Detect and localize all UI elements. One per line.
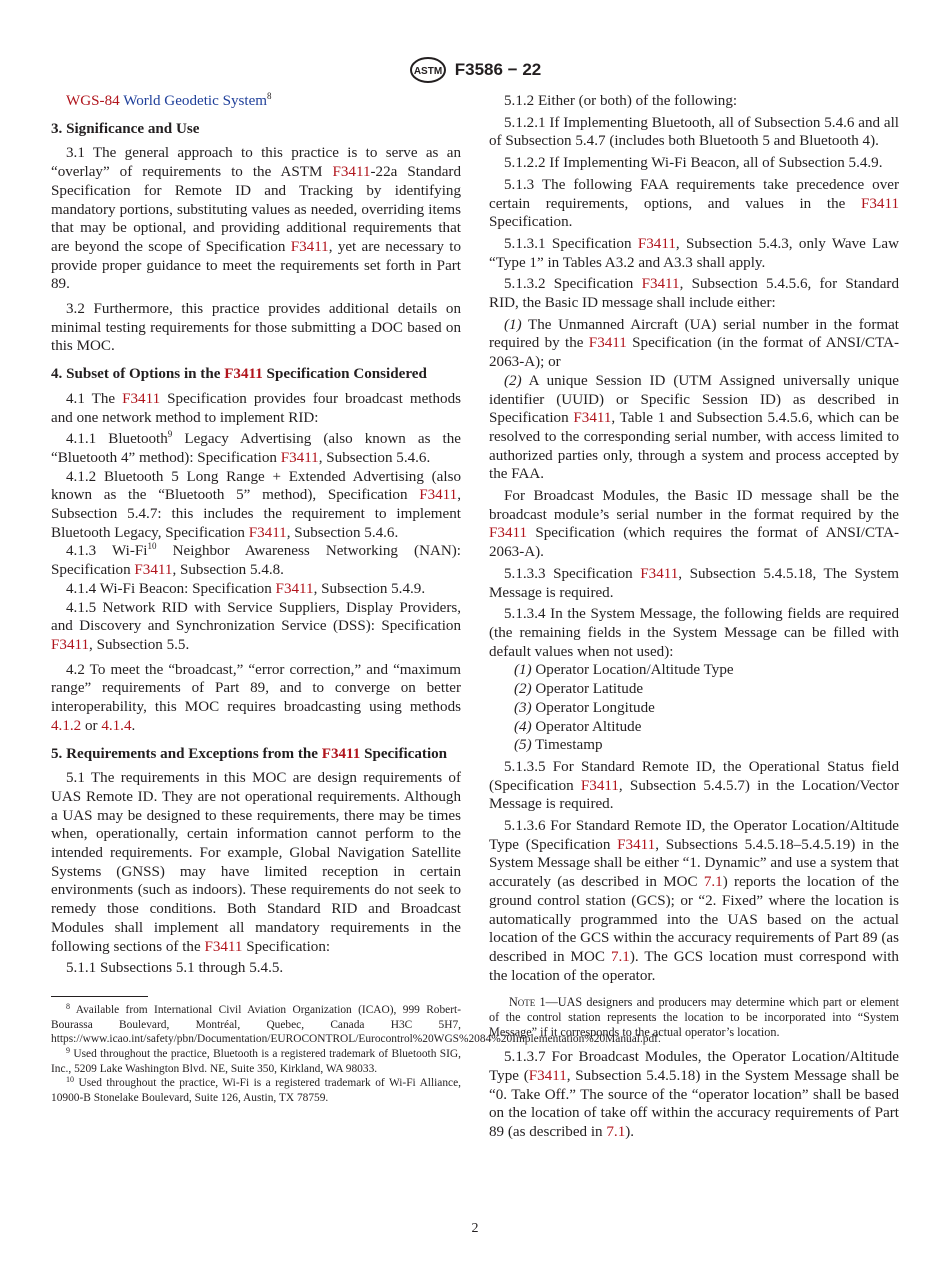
footnote-ref-8[interactable]: 8 [267,91,272,101]
footnote-10: $^{10}$ Used throughout the practice, Wi-Fi is a registered trademark of Wi-Fi Alliance, 10900-B Stonelake Boulevard, Suite 126, Austin, TX 78759. [51,1075,461,1105]
ref-link[interactable]: F3411 [290,238,329,255]
ref-link[interactable]: 7.1 [610,948,630,965]
para-4-1-5: 4.1.5 Network RID with Service Suppliers, Display Providers, and Discovery and Synchronization Service (DSS): Specification F3411, Subsection 5.5. [51,599,461,653]
ref-link[interactable]: F3411 [275,580,314,597]
para-4-2: 4.2 To meet the “broadcast,” “error correction,” and “maximum range” requirements of Part 89, and to converge on better interoperability, this MOC requires broadcasting using methods 4.1.2 or 4.1.4. [51,661,461,734]
ref-link[interactable]: 7.1 [703,874,723,891]
ref-link[interactable]: F3411 [637,235,676,252]
footnote-9: $^9$ Used throughout the practice, Bluetooth is a registered trademark of Bluetooth SIG, Inc., 5209 Lake Washington Blvd. NE, Suite 350, Kirkland, WA 98033. [51,1046,461,1075]
option-2: (2) A unique Session ID (UTM Assigned universally unique identifier (UUID) or Specific Session ID) as described in Specification F3411, Table 1 and Subsection 5.4.5.6, which can be resolved to the corresponding serial number, with access limited to authorized parties only, through a system and process accepted by the FAA. [489,372,900,483]
ref-link[interactable]: F3411 [419,487,458,504]
section-5-heading: 5. Requirements and Exceptions from the F3411 Specification [51,745,448,762]
para-4-1: 4.1 The F3411 Specification provides four broadcast methods and one network method to implement RID: [51,390,461,426]
ref-link[interactable]: F3411 [580,777,619,794]
ref-link[interactable]: F3411 [204,938,243,955]
ref-link[interactable]: F3411 [617,836,656,853]
para-5-1: 5.1 The requirements in this MOC are design requirements of UAS Remote ID. They are not operational requirements. Although a UAS may be designed to these requirements, there may be times when, operationally, certain information cannot perform to the intended requirements. For example, Global Navigation Satellite Systems (GNSS) may have limited reception in certain environments (such as indoors). These requirements do not seek to remedy those conditions. Both Standard RID and Broadcast Modules shall implement all mandatory requirements in the following sections of the F3411 Specification: [51,770,461,955]
ref-link[interactable]: F3411 [860,195,899,212]
ref-link[interactable]: 7.1 [606,1124,626,1141]
footnote-ref-10[interactable]: 10 [147,541,157,552]
para-5-1-1: 5.1.1 Subsections 5.1 through 5.4.5. [66,960,284,977]
field-item: (4) Operator Altitude [514,718,642,735]
section-3-heading: 3. Significance and Use [51,120,200,137]
ref-link[interactable]: F3411 [321,745,361,762]
para-4-1-2: 4.1.2 Bluetooth 5 Long Range + Extended Advertising (also known as the “Bluetooth 5” method), Specification F3411, Subsection 5.4.7: this includes the requirement to implement Bluetooth Legacy, Specification F3411, Subsection 5.4.6. [51,468,461,541]
ref-link[interactable]: F3411 [588,335,627,352]
document-designation: F3586 − 22 [454,60,542,79]
para-3-2: 3.2 Furthermore, this practice provides additional details on minimal testing requirements for those submitting a DOC based on this MOC. [51,301,461,355]
para-5-1-3-4: 5.1.3.4 In the System Message, the following fields are required (the remaining fields in the System Message can be filled with default values when not used): [489,606,899,660]
footnote-divider [51,996,148,997]
ref-link[interactable]: F3411 [280,449,319,466]
right-column [489,92,899,1145]
ref-link[interactable]: F3411 [489,525,528,542]
svg-text:ASTM: ASTM [413,66,442,77]
wgs-definition [51,92,461,111]
para-5-1-3-3: 5.1.3.3 Specification F3411, Subsection 5.4.5.18, The System Message is required. [489,565,899,601]
para-4-1-4: 4.1.4 Wi-Fi Beacon: Specification F3411, Subsection 5.4.9. [66,580,426,597]
ref-link[interactable]: F3411 [134,562,173,579]
section-4-heading: 4. Subset of Options in the F3411 Specification Considered [51,366,427,383]
field-item: (1) Operator Location/Altitude Type [514,662,734,679]
para-5-1-3-6: 5.1.3.6 For Standard Remote ID, the Operator Location/Altitude Type (Specification F3411, Subsections 5.4.5.18–5.4.5.19) in the System Message shall be either “1. Dynamic” and use a system that accurately (as described in MOC 7.1) reports the location of the ground control station (GCS); or “2. Fixed” where the location is automatically programmed into the UAS based on the actual location of the GCS within the accuracy requirements of Part 89 (as described in MOC 7.1). The GCS location must correspond with the location of the operator. [489,818,899,984]
footnote-ref-9[interactable]: 9 [167,429,173,440]
para-4-1-3: 4.1.3 Wi-Fi$^{10}$ Neighbor Awareness Networking (NAN): Specification F3411, Subsection 5.4.8. [51,541,461,579]
para-5-1-2: 5.1.2 Either (or both) of the following: [504,93,738,109]
note-1: Note 1—UAS designers and producers may determine which part or element of the control station represents the location to be incorporated into “System Message” if it corresponds to the actual operator’s location. [489,995,899,1040]
para-3-1: 3.1 The general approach to this practice is to serve as an “overlay” of requirements to the ASTM F3411-22a Standard Specification for Remote ID and Tracking by identifying mandatory portions, substituting values as needed, overriding items that may be optional, and providing additional requirements that are beyond the scope of Specification F3411, yet are necessary to provide proper guidance to meet the requirements set forth in Part 89. [51,145,461,293]
page-header [0,56,950,84]
option-1: (1) The Unmanned Aircraft (UA) serial number in the format required by the F3411 Specification (in the format of ANSI/CTA-2063-A); or [489,316,900,371]
field-item: (2) Operator Latitude [514,681,644,698]
ref-link[interactable]: F3411 [248,524,287,541]
ref-link[interactable]: F3411 [528,1068,567,1085]
para-5-1-2-2: 5.1.2.2 If Implementing Wi-Fi Beacon, all of Subsection 5.4.9. [504,155,883,172]
para-5-1-3: 5.1.3 The following FAA requirements take precedence over certain requirements, options, and values in the F3411 Specification. [489,176,899,231]
ref-link[interactable]: 4.1.4 [101,717,132,734]
para-5-1-2-1: 5.1.2.1 If Implementing Bluetooth, all of Subsection 5.4.6 and all of Subsection 5.4.7 (includes both Bluetooth 5 and Bluetooth 4). [489,114,899,150]
ref-link[interactable]: F3411 [51,636,90,653]
para-5-1-3-2: 5.1.3.2 Specification F3411, Subsection 5.4.5.6, for Standard RID, the Basic ID message shall include either: [489,276,899,312]
ref-link[interactable]: F3411 [641,276,680,293]
para-5-1-3-7: 5.1.3.7 For Broadcast Modules, the Operator Location/Altitude Type (F3411, Subsection 5.4.5.18) in the System Message shall be “0. Take Off.” The source of the “operator location” shall be based on the location of take off within the accuracy requirements of Part 89 (as described in 7.1). [489,1049,899,1141]
field-item: (5) Timestamp [514,737,603,754]
wgs-link[interactable]: WGS-84 [66,93,120,109]
para-5-1-3-5: 5.1.3.5 For Standard Remote ID, the Operational Status field (Specification F3411, Subsection 5.4.5.7) in the Location/Vector Message is required. [489,758,900,813]
wgs-name: World Geodetic System [123,93,268,109]
para-broadcast-modules: For Broadcast Modules, the Basic ID message shall be the broadcast module’s serial number in the format required by the F3411 Specification (which requires the format of ANSI/CTA-2063-A). [489,488,899,561]
footnote-8: $^8$ Available from International Civil Aviation Organization (ICAO), 999 Robert-Bourassa Boulevard, Montréal, Quebec, Canada H3C 5H7, https://www.icao.int/safety/pbn/Documentation/EUROCONTROL/Eurocontrol%20WGS%2084%20Implementation%20Manual.pdf. [51,1001,661,1046]
ref-link[interactable]: F3411 [122,390,161,407]
ref-link[interactable]: F3411 [640,565,679,582]
ref-link[interactable]: 4.1.2 [51,717,82,734]
astm-logo-icon [409,56,447,84]
ref-link[interactable]: F3411 [332,164,371,181]
para-4-1-1: 4.1.1 Bluetooth$^9$ Legacy Advertising (also known as the “Bluetooth 4” method): Specification F3411, Subsection 5.4.6. [51,429,461,466]
page-number: 2 [471,1221,479,1236]
para-5-1-3-1: 5.1.3.1 Specification F3411, Subsection 5.4.3, only Wave Law “Type 1” in Tables A3.2 and A3.3 shall apply. [489,235,899,271]
ref-link[interactable]: F3411 [224,366,263,383]
field-item: (3) Operator Longitude [514,699,655,716]
ref-link[interactable]: F3411 [573,410,612,427]
